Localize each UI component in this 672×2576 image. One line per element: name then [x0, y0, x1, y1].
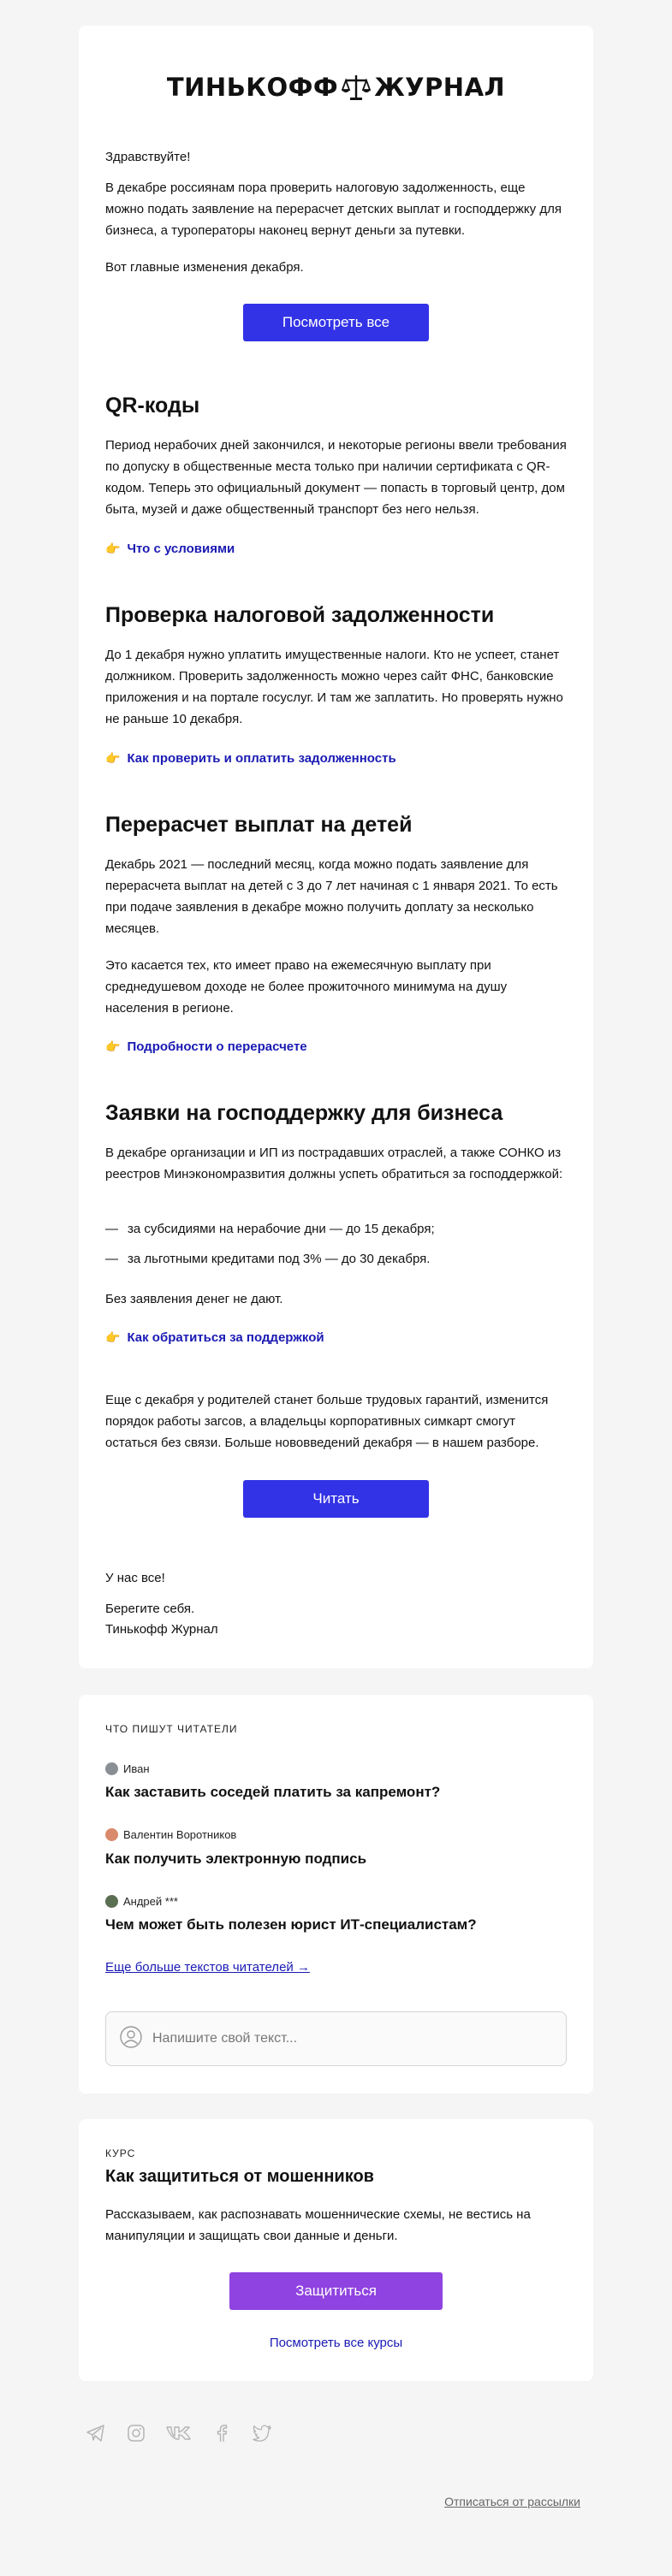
readers-overline: ЧТО ПИШУТ ЧИТАТЕЛИ — [105, 1723, 238, 1735]
view-all-button[interactable]: Посмотреть все — [243, 304, 429, 341]
section-title-business: Заявки на господдержку для бизнеса — [105, 1101, 503, 1125]
section-link-children[interactable] — [105, 1039, 307, 1054]
section-link-tax[interactable] — [105, 751, 396, 766]
telegram-icon[interactable] — [86, 2423, 106, 2443]
section-text-qr: Период нерабочих дней закончился, и некоторые регионы ввели требования по допуску в общественные места только при наличии сертификата с QR-кодом. Теперь это официальный документ — попасть в торговый центр, дом быта, музей и даже общественный транспорт без него нельзя. — [105, 438, 567, 517]
avatar — [105, 1762, 118, 1775]
section-title-tax: Проверка налоговой задолженности — [105, 603, 495, 627]
intro-paragraph: В декабре россиянам пора проверить налоговую задолженность, еще можно подать заявление на перерасчет детских выплат и господдержку для бизнеса, а туроператоры наконец вернут деньги за путевки. — [105, 181, 562, 238]
avatar — [105, 1828, 118, 1841]
protect-button[interactable]: Защититься — [229, 2272, 443, 2310]
section-link-label[interactable]: Подробности о перерасчете — [127, 1039, 307, 1054]
read-button[interactable]: Читать — [243, 1480, 429, 1518]
pointing-hand-icon: 👉 — [105, 542, 121, 555]
bullet-list — [105, 1218, 567, 1270]
outro-signature: Тинькофф Журнал — [105, 1622, 218, 1637]
section-link-qr[interactable] — [105, 542, 235, 556]
list-item: — за льготными кредитами под 3% — до 30 декабря. — [105, 1252, 431, 1266]
avatar — [105, 1895, 118, 1908]
course-text: Рассказываем, как распознавать мошеннические схемы, не вестись на манипуляции и защищать свои данные и деньги. — [105, 2207, 531, 2243]
section-link-label[interactable]: Как обратиться за поддержкой — [127, 1330, 324, 1345]
section-note-business: Без заявления денег не дают. — [105, 1292, 283, 1306]
pointing-hand-icon: 👉 — [105, 751, 121, 765]
readers-card — [79, 1695, 593, 2093]
outro-care: Берегите себя. — [105, 1602, 195, 1616]
user-icon — [120, 2026, 142, 2052]
reader-author: Андрей *** — [105, 1895, 178, 1908]
social-links — [86, 2423, 272, 2443]
logo[interactable] — [79, 68, 593, 106]
outro-bye: У нас все! — [105, 1571, 165, 1585]
pointing-hand-icon: 👉 — [105, 1330, 121, 1344]
unsubscribe-link[interactable]: Отписаться от рассылки — [444, 2495, 580, 2508]
section-title-qr: QR-коды — [105, 394, 200, 417]
instagram-icon[interactable] — [126, 2423, 146, 2443]
logo-text-left: ТИНЬКОФФ — [166, 73, 339, 102]
course-overline: КУРС — [105, 2147, 136, 2159]
write-text-input[interactable] — [105, 2011, 567, 2066]
intro-lead: Вот главные изменения декабря. — [105, 260, 304, 275]
reader-author: Иван — [105, 1762, 150, 1775]
reader-post-title[interactable]: Как получить электронную подпись — [105, 1851, 367, 1867]
input-placeholder: Напишите свой текст... — [152, 2031, 298, 2046]
newsletter-card — [79, 26, 593, 1668]
section-link-business[interactable] — [105, 1330, 324, 1345]
section-text-children-2: Это касается тех, кто имеет право на ежемесячную выплату при среднедушевом доходе не более прожиточного минимума на душу населения в регионе. — [105, 958, 508, 1016]
reader-post-title[interactable]: Чем может быть полезен юрист ИТ-специалистам? — [105, 1916, 477, 1933]
twitter-icon[interactable] — [252, 2423, 272, 2443]
course-title: Как защититься от мошенников — [105, 2167, 374, 2186]
more-reader-posts-link[interactable]: Еще больше текстов читателей → — [105, 1960, 310, 1975]
section-link-label[interactable]: Что с условиями — [127, 542, 235, 556]
section-title-children: Перерасчет выплат на детей — [105, 813, 413, 837]
reader-author: Валентин Воротников — [105, 1828, 236, 1841]
section-text-tax: До 1 декабря нужно уплатить имущественные налоги. Кто не успеет, станет должником. Проверить задолженность можно через сайт ФНС, банковские приложения и на портале госуслуг. И там же заплатить. Но проверять нужно не раньше 10 декабря. — [105, 648, 563, 726]
section-link-label[interactable]: Как проверить и оплатить задолженность — [127, 751, 396, 766]
logo-emblem-icon — [342, 73, 371, 102]
course-card — [79, 2119, 593, 2381]
facebook-icon[interactable] — [211, 2423, 232, 2443]
logo-text-right: ЖУРНАЛ — [374, 73, 506, 102]
vk-icon[interactable] — [166, 2423, 192, 2443]
outro-paragraph: Еще с декабря у родителей станет больше трудовых гарантий, изменится порядок работы загсов, а владельцы корпоративных симкарт смогут остаться без связи. Больше нововведений декабря — в нашем разборе. — [105, 1393, 549, 1450]
list-item: — за субсидиями на нерабочие дни — до 15 декабря; — [105, 1222, 435, 1236]
all-courses-link[interactable]: Посмотреть все курсы — [269, 2336, 403, 2350]
pointing-hand-icon: 👉 — [105, 1039, 121, 1053]
reader-post-title[interactable]: Как заставить соседей платить за капремонт? — [105, 1784, 441, 1800]
section-text-children-1: Декабрь 2021 — последний месяц, когда можно подать заявление для перерасчета выплат на детей с 3 до 7 лет начиная с 1 января 2021. То есть при подаче заявления в декабре можно получить доплату за несколько месяцев. — [105, 857, 558, 936]
section-text-business: В декабре организации и ИП из пострадавших отраслей, а также СОНКО из реестров Минэкономразвития должны успеть обратиться за господдержкой: — [105, 1146, 563, 1181]
greeting: Здравствуйте! — [105, 150, 191, 164]
